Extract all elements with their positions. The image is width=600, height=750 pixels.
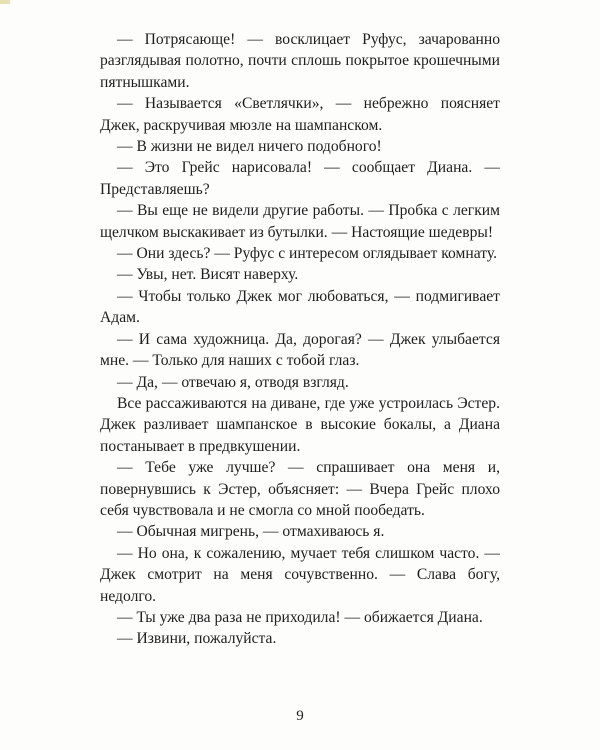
page-number: 9 <box>296 708 304 724</box>
paragraph: Все рассаживаются на диване, где уже устроилась Эстер. Джек разливает шампанское в высокие бокалы, а Диана постанывает в предвкушении. <box>100 394 500 455</box>
paragraph: — Они здесь? — Руфус с интересом оглядывает комнату. <box>117 245 497 263</box>
paragraph: — Называется «Светлячки», — небрежно поясняет Джек, раскручивая мюзле на шампанском. <box>100 95 500 134</box>
paragraph: — Но она, к сожалению, мучает тебя слишком часто. — Джек смотрит на меня сочувственно. — Слава богу, недолго. <box>100 544 500 605</box>
paragraph: — Извини, пожалуйста. <box>117 630 277 648</box>
paragraph: — Потрясающе! — восклицает Руфус, зачарованно разглядывая полотно, почти сплошь покрытое крошечными пятнышками. <box>100 31 500 91</box>
body-text <box>100 29 500 650</box>
paragraph: — Ты уже два раза не приходила! — обижается Диана. <box>117 608 483 626</box>
paragraph: — Вы еще не видели другие работы. — Пробка с легким щелчком выскакивает из бутылки. — Настоящие шедевры! <box>100 202 500 241</box>
paragraph: — Тебе уже лучше? — спрашивает она меня и, повернувшись к Эстер, объясняет: — Вчера Грейс плохо себя чувствовала и не смогла со мной пообедать. <box>100 459 500 519</box>
paragraph: — Чтобы только Джек мог любоваться, — подмигивает Адам. <box>100 287 500 327</box>
paragraph: — И сама художница. Да, дорогая? — Джек улыбается мне. — Только для наших с тобой глаз. <box>100 330 500 370</box>
paragraph: — Обычная мигрень, — отмахиваюсь я. <box>117 523 385 541</box>
paragraph: — Увы, нет. Висят наверху. <box>117 266 299 284</box>
page-corner-mark <box>0 0 10 4</box>
paragraph: — В жизни не видел ничего подобного! <box>117 138 382 156</box>
paragraph: — Да, — отвечаю я, отводя взгляд. <box>117 373 349 391</box>
paragraph: — Это Грейс нарисовала! — сообщает Диана. — Представляешь? <box>100 159 500 198</box>
